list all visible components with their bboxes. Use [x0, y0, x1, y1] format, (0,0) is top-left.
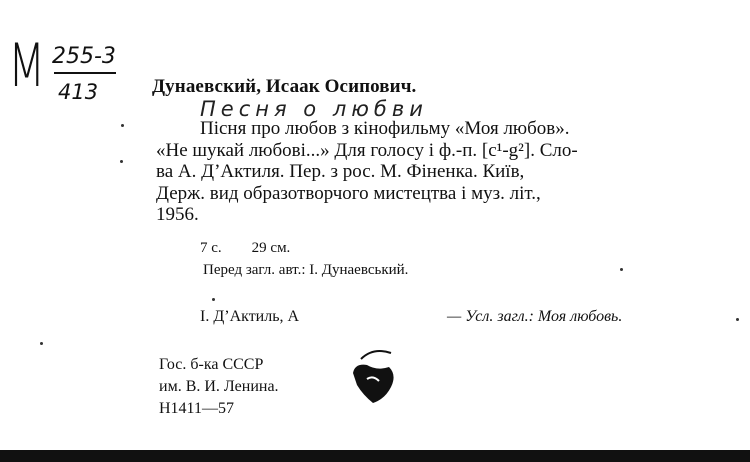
- description-body: [156, 118, 716, 226]
- handwritten-title: Песня о любви: [200, 97, 428, 121]
- holder-line: Гос. б-ка СССР: [159, 356, 264, 373]
- speck: [120, 160, 123, 163]
- author-heading: Дунаевский, Исаак Осипович.: [152, 76, 417, 97]
- body-line: ва А. Д’Актиля. Пер. з рос. М. Фіненка. Київ,: [156, 161, 525, 182]
- card-bottom-edge: [0, 450, 750, 462]
- holder-line: им. В. И. Ленина.: [159, 378, 279, 395]
- speck: [40, 342, 43, 345]
- added-entry: I. Д’Актиль, А: [200, 308, 300, 325]
- call-number-top: 255-3: [52, 44, 116, 69]
- title-text: Пісня про любов з кінофильму «Моя любов».: [200, 118, 570, 139]
- body-line: 1956.: [156, 204, 199, 225]
- call-number-divider: [54, 72, 116, 74]
- holder-line: Н1411—57: [159, 400, 234, 417]
- speck: [620, 268, 623, 271]
- body-line: Держ. вид образотворчого мистецтва і муз. літ.,: [156, 182, 541, 204]
- speck: [212, 298, 215, 301]
- call-number-letter: M: [8, 31, 46, 101]
- body-line-title: [156, 118, 716, 140]
- speck: [736, 318, 739, 321]
- body-line: «Не шукай любові...» Для голосу і ф.-п. [c¹-g²]. Сло-: [156, 139, 578, 161]
- uniform-title: — Усл. загл.: Моя любовь.: [447, 308, 623, 325]
- holding-library: [159, 354, 279, 420]
- library-stamp-icon: [347, 345, 399, 407]
- speck: [121, 124, 124, 127]
- collation: 7 с. 29 см.: [200, 240, 291, 256]
- author-note: Перед загл. авт.: І. Дунаевський.: [203, 262, 409, 278]
- call-number-bottom: 413: [58, 80, 99, 104]
